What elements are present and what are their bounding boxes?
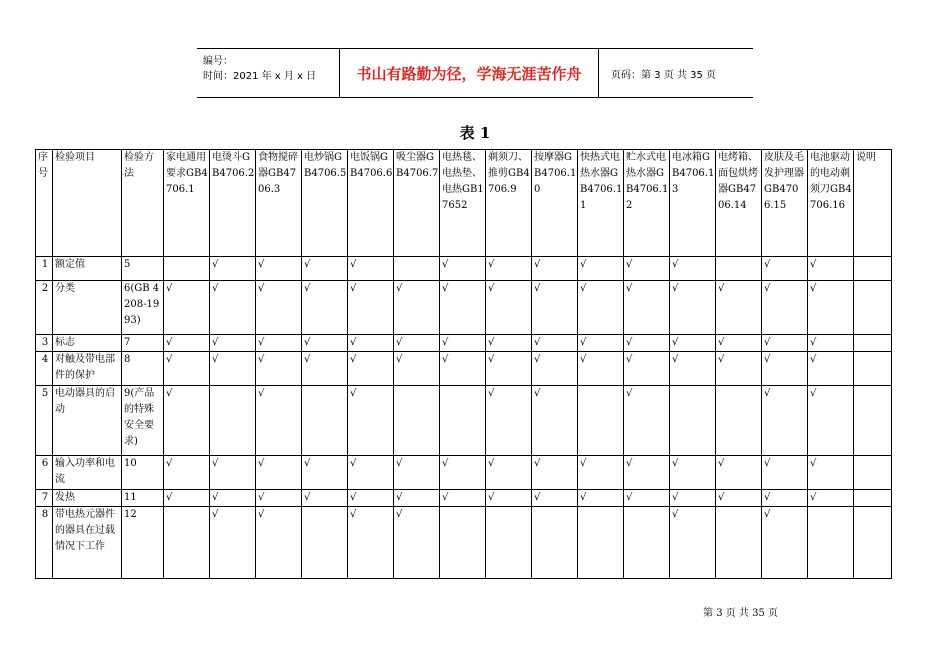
check-cell: √ — [302, 335, 348, 352]
check-cell: √ — [164, 335, 210, 352]
check-cell — [164, 257, 210, 281]
table-row — [36, 352, 892, 386]
column-header: 检验项目 — [53, 150, 122, 257]
note-cell — [854, 386, 892, 456]
column-header: 电冰箱GB4706.13 — [670, 150, 716, 257]
check-cell: √ — [670, 257, 716, 281]
column-header: 检验方法 — [122, 150, 164, 257]
check-cell: √ — [532, 281, 578, 335]
column-header: 皮肤及毛发护理器GB4706.15 — [762, 150, 808, 257]
check-cell: √ — [762, 456, 808, 490]
cell-no: 4 — [36, 352, 53, 386]
document-time: 时间：2021 年 x 月 x 日 — [203, 71, 317, 82]
page-footer: 第 3 页 共 35 页 — [703, 608, 778, 619]
check-cell: √ — [762, 352, 808, 386]
column-header: 说明 — [854, 150, 892, 257]
check-cell: √ — [670, 335, 716, 352]
document-number-label: 编号： — [203, 56, 233, 67]
check-cell: √ — [808, 281, 854, 335]
cell-item: 额定值 — [53, 257, 122, 281]
check-cell: √ — [624, 490, 670, 507]
check-cell — [164, 507, 210, 579]
cell-item: 对触及带电部件的保护 — [53, 352, 122, 386]
check-cell: √ — [716, 456, 762, 490]
cell-method: 9(产品的特殊安全要求) — [122, 386, 164, 456]
column-header: 按摩器GB4706.10 — [532, 150, 578, 257]
check-cell: √ — [808, 352, 854, 386]
page-header — [197, 48, 753, 98]
check-cell: √ — [808, 386, 854, 456]
column-header: 食物搅碎器GB4706.3 — [256, 150, 302, 257]
cell-item: 标志 — [53, 335, 122, 352]
check-cell: √ — [440, 490, 486, 507]
check-cell: √ — [440, 257, 486, 281]
check-cell: √ — [256, 257, 302, 281]
check-cell: √ — [532, 490, 578, 507]
column-header: 电炒锅GB4706.5 — [302, 150, 348, 257]
header-meta — [197, 49, 340, 97]
check-cell: √ — [210, 257, 256, 281]
check-cell: √ — [348, 386, 394, 456]
cell-method: 7 — [122, 335, 164, 352]
column-header: 剃须刀、推剪GB4706.9 — [486, 150, 532, 257]
check-cell: √ — [670, 456, 716, 490]
check-cell: √ — [670, 281, 716, 335]
cell-no: 7 — [36, 490, 53, 507]
table-header-row — [36, 150, 892, 257]
check-cell — [716, 507, 762, 579]
check-cell: √ — [670, 352, 716, 386]
header-page-number: 页码：第 3 页 共 35 页 — [611, 69, 716, 81]
check-cell: √ — [348, 257, 394, 281]
check-cell: √ — [486, 335, 532, 352]
cell-no: 5 — [36, 386, 53, 456]
check-cell — [302, 386, 348, 456]
cell-item: 带电热元器件的器具在过载情况下工作 — [53, 507, 122, 579]
check-cell: √ — [808, 257, 854, 281]
check-cell: √ — [440, 352, 486, 386]
check-cell: √ — [486, 281, 532, 335]
header-motto: 书山有路勤为径，学海无涯苦作舟 — [340, 49, 599, 97]
check-cell: √ — [578, 257, 624, 281]
column-header: 序号 — [36, 150, 53, 257]
check-cell: √ — [578, 490, 624, 507]
check-cell: √ — [348, 456, 394, 490]
check-cell: √ — [302, 257, 348, 281]
check-cell — [532, 507, 578, 579]
check-cell: √ — [578, 456, 624, 490]
check-cell: √ — [716, 281, 762, 335]
check-cell: √ — [624, 386, 670, 456]
check-cell: √ — [762, 335, 808, 352]
check-cell: √ — [808, 335, 854, 352]
column-header: 贮水式电热水器GB4706.12 — [624, 150, 670, 257]
check-cell: √ — [670, 490, 716, 507]
check-cell: √ — [210, 490, 256, 507]
check-cell: √ — [440, 281, 486, 335]
check-cell: √ — [486, 352, 532, 386]
check-cell: √ — [440, 456, 486, 490]
cell-method: 11 — [122, 490, 164, 507]
column-header: 吸尘器GB4706.7 — [394, 150, 440, 257]
check-cell: √ — [210, 456, 256, 490]
check-cell: √ — [394, 335, 440, 352]
check-cell: √ — [808, 456, 854, 490]
check-cell: √ — [532, 456, 578, 490]
check-cell: √ — [578, 335, 624, 352]
cell-method: 8 — [122, 352, 164, 386]
check-cell: √ — [624, 281, 670, 335]
cell-no: 3 — [36, 335, 53, 352]
table-row — [36, 335, 892, 352]
check-cell: √ — [394, 490, 440, 507]
cell-method: 10 — [122, 456, 164, 490]
check-cell: √ — [486, 456, 532, 490]
check-cell: √ — [532, 257, 578, 281]
table-title: 表 1 — [459, 124, 491, 142]
check-cell: √ — [210, 352, 256, 386]
cell-no: 6 — [36, 456, 53, 490]
cell-item: 输入功率和电流 — [53, 456, 122, 490]
check-cell — [716, 386, 762, 456]
check-cell: √ — [716, 335, 762, 352]
table-body — [36, 257, 892, 579]
table-row — [36, 281, 892, 335]
check-cell: √ — [532, 386, 578, 456]
check-cell: √ — [256, 335, 302, 352]
check-cell: √ — [210, 335, 256, 352]
table-row — [36, 257, 892, 281]
check-cell: √ — [394, 507, 440, 579]
check-cell — [210, 386, 256, 456]
table-row — [36, 456, 892, 490]
table-row — [36, 490, 892, 507]
check-cell: √ — [348, 335, 394, 352]
check-cell — [440, 386, 486, 456]
check-cell: √ — [164, 281, 210, 335]
check-cell — [808, 507, 854, 579]
check-cell: √ — [762, 386, 808, 456]
cell-method: 6(GB 4208-1993) — [122, 281, 164, 335]
column-header: 电烤箱、面包烘烤器GB4706.14 — [716, 150, 762, 257]
cell-method: 12 — [122, 507, 164, 579]
check-cell: √ — [164, 352, 210, 386]
note-cell — [854, 490, 892, 507]
check-cell: √ — [486, 490, 532, 507]
check-cell — [440, 507, 486, 579]
check-cell: √ — [440, 335, 486, 352]
check-cell — [716, 257, 762, 281]
check-cell: √ — [670, 507, 716, 579]
check-cell: √ — [256, 281, 302, 335]
check-cell: √ — [348, 352, 394, 386]
check-cell: √ — [210, 507, 256, 579]
check-cell — [486, 507, 532, 579]
check-cell: √ — [762, 490, 808, 507]
column-header: 电池驱动的电动剃须刀GB4706.16 — [808, 150, 854, 257]
check-cell: √ — [256, 386, 302, 456]
check-cell: √ — [164, 456, 210, 490]
note-cell — [854, 456, 892, 490]
cell-item: 分类 — [53, 281, 122, 335]
check-cell — [670, 386, 716, 456]
cell-no: 2 — [36, 281, 53, 335]
table-row — [36, 386, 892, 456]
check-cell: √ — [716, 352, 762, 386]
cell-no: 8 — [36, 507, 53, 579]
check-cell: √ — [624, 456, 670, 490]
check-cell: √ — [578, 352, 624, 386]
note-cell — [854, 507, 892, 579]
check-cell: √ — [256, 456, 302, 490]
column-header: 电烫斗GB4706.2 — [210, 150, 256, 257]
check-cell: √ — [302, 281, 348, 335]
check-cell: √ — [762, 257, 808, 281]
check-cell: √ — [762, 507, 808, 579]
column-header: 电饭锅GB4706.6 — [348, 150, 394, 257]
check-cell — [624, 507, 670, 579]
check-cell: √ — [532, 352, 578, 386]
check-cell: √ — [348, 281, 394, 335]
column-header: 电热毯、电热垫、电热GB17652 — [440, 150, 486, 257]
check-cell: √ — [348, 507, 394, 579]
note-cell — [854, 335, 892, 352]
check-cell — [302, 507, 348, 579]
check-cell — [394, 386, 440, 456]
check-cell: √ — [394, 456, 440, 490]
check-cell: √ — [624, 335, 670, 352]
check-cell: √ — [348, 490, 394, 507]
check-cell: √ — [256, 352, 302, 386]
check-cell: √ — [624, 257, 670, 281]
check-cell: √ — [486, 257, 532, 281]
check-cell: √ — [762, 281, 808, 335]
check-cell: √ — [256, 507, 302, 579]
check-cell: √ — [716, 490, 762, 507]
note-cell — [854, 281, 892, 335]
check-cell — [394, 257, 440, 281]
check-cell: √ — [302, 490, 348, 507]
check-cell: √ — [164, 386, 210, 456]
check-cell: √ — [256, 490, 302, 507]
check-cell: √ — [164, 490, 210, 507]
check-cell: √ — [486, 386, 532, 456]
note-cell — [854, 257, 892, 281]
check-cell: √ — [302, 456, 348, 490]
column-header: 家电通用要求GB4706.1 — [164, 150, 210, 257]
cell-item: 发热 — [53, 490, 122, 507]
check-cell: √ — [532, 335, 578, 352]
check-cell: √ — [578, 281, 624, 335]
inspection-table — [35, 149, 892, 579]
check-cell — [578, 507, 624, 579]
check-cell — [578, 386, 624, 456]
check-cell: √ — [394, 281, 440, 335]
cell-method: 5 — [122, 257, 164, 281]
note-cell — [854, 352, 892, 386]
cell-no: 1 — [36, 257, 53, 281]
column-header: 快热式电热水器GB4706.11 — [578, 150, 624, 257]
check-cell: √ — [394, 352, 440, 386]
check-cell: √ — [302, 352, 348, 386]
table-row — [36, 507, 892, 579]
check-cell: √ — [808, 490, 854, 507]
cell-item: 电动器具的启动 — [53, 386, 122, 456]
check-cell: √ — [210, 281, 256, 335]
check-cell: √ — [624, 352, 670, 386]
